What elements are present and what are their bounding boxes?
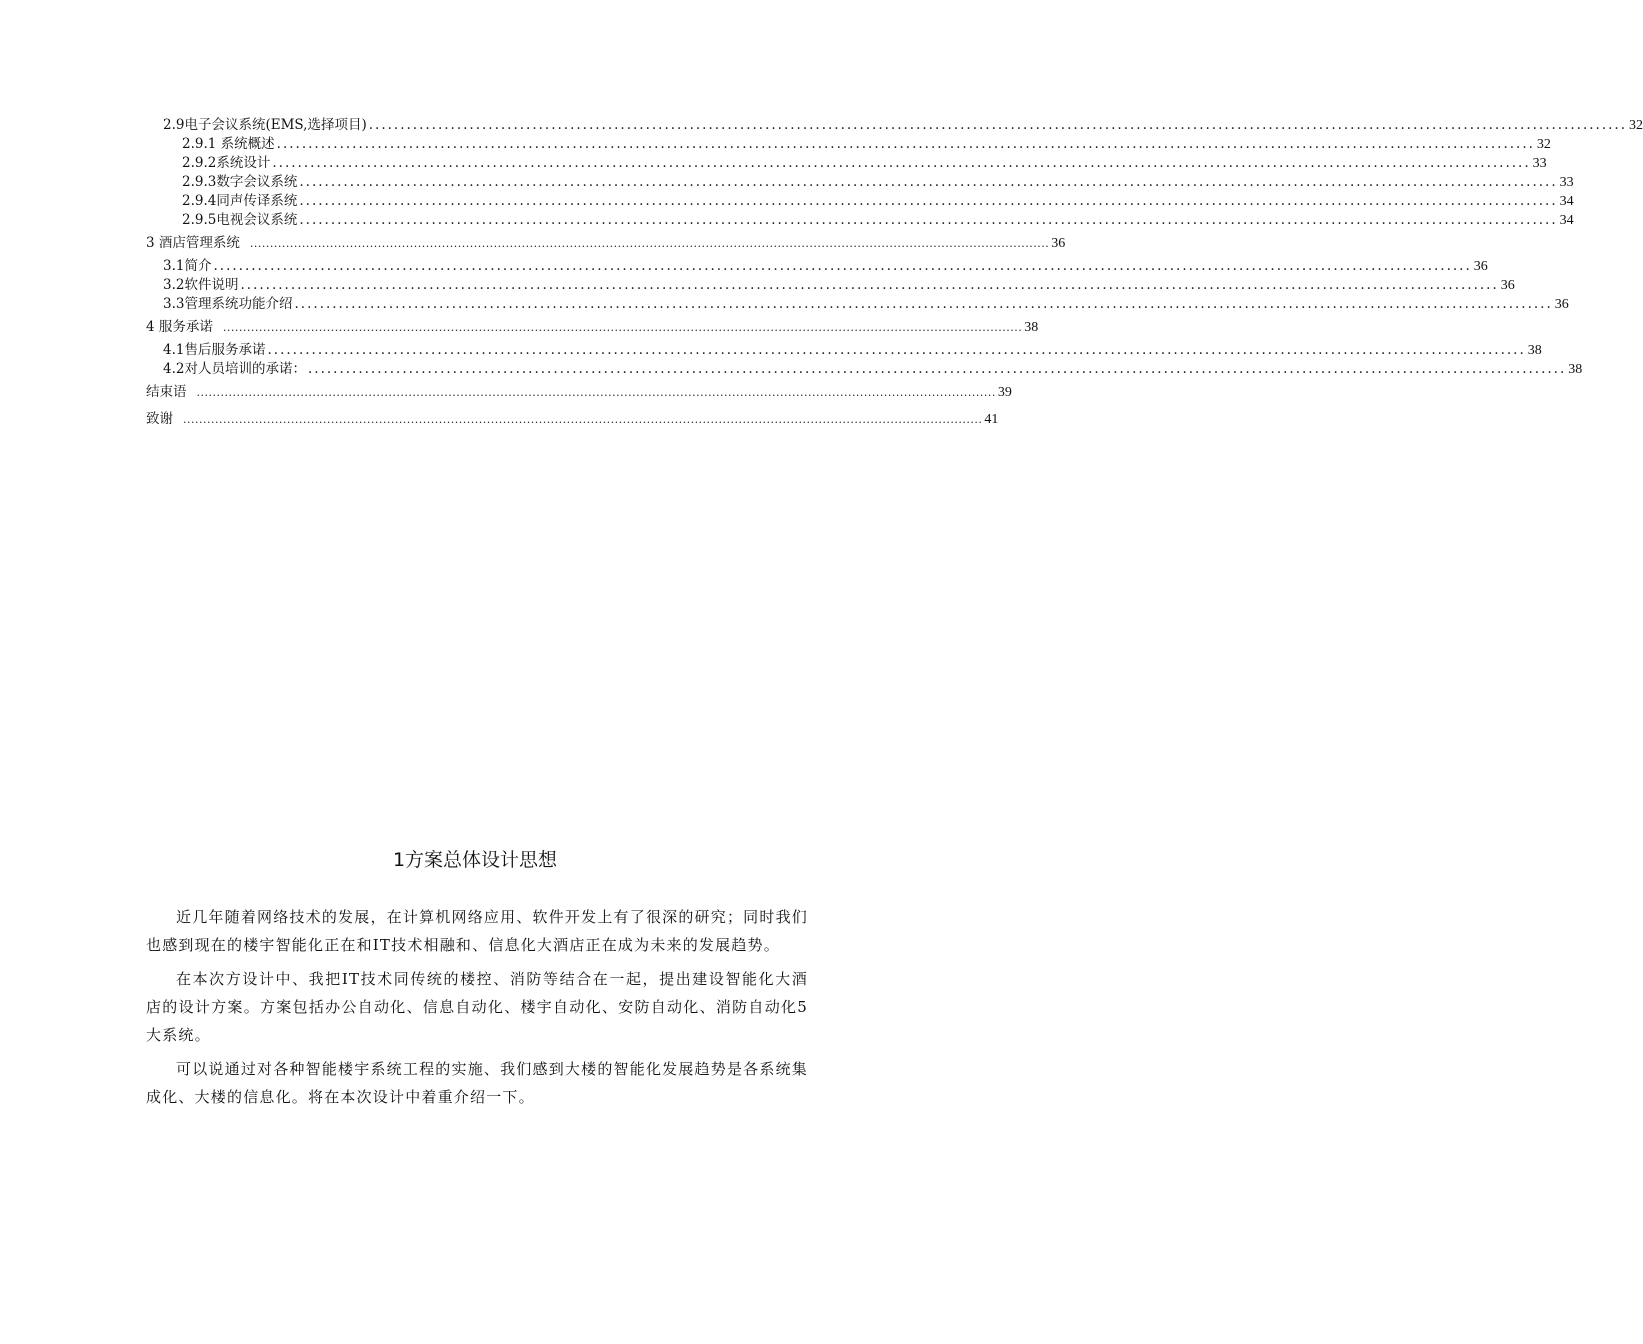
toc-entry[interactable] <box>182 173 1574 192</box>
toc-entry[interactable] <box>163 116 1643 135</box>
toc-entry-page: 38 <box>1527 343 1542 358</box>
toc-entry-label: 3 酒店管理系统 <box>146 235 240 251</box>
body-paragraph: 可以说通过对各种智能楼宇系统工程的实施、我们感到大楼的智能化发展趋势是各系统集成化、大楼的信息化。将在本次设计中着重介绍一下。 <box>146 1060 808 1106</box>
toc-entry-label: 2.9.1 系统概述 <box>182 136 275 152</box>
toc-entry[interactable] <box>182 135 1551 154</box>
toc-entry[interactable] <box>163 295 1569 314</box>
toc-entry[interactable] <box>163 276 1515 295</box>
section-title: 1方案总体设计思想 <box>392 849 558 871</box>
toc-entry[interactable] <box>182 192 1574 211</box>
toc-leader-dots: ........................................................................................................................................................................................................ <box>196 386 996 399</box>
toc-leader-dots: ........................................................................................................................................................................................................ <box>267 342 1526 358</box>
toc-entry-label: 2.9.5电视会议系统 <box>182 212 298 228</box>
body-paragraph: 在本次方设计中、我把IT技术同传统的楼控、消防等结合在一起，提出建设智能化大酒店的设计方案。方案包括办公自动化、信息自动化、楼宇自动化、安防自动化、消防自动化5大系统。 <box>146 970 808 1044</box>
toc-entry-label: 2.9电子会议系统(EMS,选择项目) <box>163 117 367 133</box>
toc-leader-dots: ........................................................................................................................................................................................................ <box>276 136 1535 152</box>
toc-entry[interactable] <box>163 341 1542 360</box>
toc-entry-page: 33 <box>1559 175 1574 190</box>
toc-entry[interactable] <box>163 257 1488 276</box>
toc-entry[interactable] <box>146 379 1012 406</box>
toc-entry[interactable] <box>146 406 999 433</box>
toc-entry-page: 33 <box>1532 156 1547 171</box>
toc-leader-dots: ........................................................................................................................................................................................................ <box>368 117 1628 133</box>
toc-entry-label: 3.2软件说明 <box>163 277 239 293</box>
toc-entry[interactable] <box>182 154 1547 173</box>
toc-entry-label: 4.2对人员培训的承诺： <box>163 361 306 377</box>
toc-entry-label: 3.1简介 <box>163 258 212 274</box>
table-of-contents <box>146 116 1643 433</box>
toc-entry-label: 2.9.2系统设计 <box>182 155 271 171</box>
toc-entry-label: 4 服务承诺 <box>146 319 213 335</box>
toc-entry-label: 3.3管理系统功能介绍 <box>163 296 293 312</box>
toc-entry-page: 39 <box>997 385 1012 400</box>
toc-entry[interactable] <box>146 230 1066 257</box>
toc-entry-page: 36 <box>1051 236 1066 251</box>
toc-entry-label: 2.9.3数字会议系统 <box>182 174 298 190</box>
toc-entry-label: 致谢 <box>146 411 173 427</box>
toc-leader-dots: ........................................................................................................................................................................................................ <box>222 321 1023 334</box>
toc-leader-dots: ........................................................................................................................................................................................................ <box>299 193 1558 209</box>
toc-entry-label: 2.9.4同声传译系统 <box>182 193 298 209</box>
toc-leader-dots: ........................................................................................................................................................................................................ <box>294 296 1553 312</box>
toc-entry[interactable] <box>146 314 1039 341</box>
toc-entry-label: 结束语 <box>146 384 187 400</box>
toc-entry-label: 4.1售后服务承诺 <box>163 342 266 358</box>
toc-leader-dots: ........................................................................................................................................................................................................ <box>307 361 1567 377</box>
toc-entry-page: 36 <box>1473 259 1488 274</box>
toc-leader-dots: ........................................................................................................................................................................................................ <box>272 155 1531 171</box>
toc-entry-page: 38 <box>1024 320 1039 335</box>
toc-leader-dots: ........................................................................................................................................................................................................ <box>183 413 983 426</box>
toc-leader-dots: ........................................................................................................................................................................................................ <box>249 237 1050 250</box>
toc-entry-page: 36 <box>1554 297 1569 312</box>
toc-entry[interactable] <box>163 360 1583 379</box>
toc-entry-page: 41 <box>984 412 999 427</box>
toc-entry-page: 36 <box>1500 278 1515 293</box>
toc-entry-page: 32 <box>1629 118 1643 133</box>
body-paragraph: 近几年随着网络技术的发展，在计算机网络应用、软件开发上有了很深的研究；同时我们也感到现在的楼宇智能化正在和IT技术相融和、信息化大酒店正在成为未来的发展趋势。 <box>146 908 808 954</box>
toc-leader-dots: ........................................................................................................................................................................................................ <box>213 258 1472 274</box>
toc-entry-page: 34 <box>1559 194 1574 209</box>
toc-entry-page: 38 <box>1568 362 1583 377</box>
toc-entry[interactable] <box>182 211 1574 230</box>
toc-leader-dots: ........................................................................................................................................................................................................ <box>299 174 1558 190</box>
toc-leader-dots: ........................................................................................................................................................................................................ <box>299 212 1558 228</box>
toc-entry-page: 34 <box>1559 213 1574 228</box>
section-body <box>146 903 808 1117</box>
toc-leader-dots: ........................................................................................................................................................................................................ <box>240 277 1499 293</box>
toc-entry-page: 32 <box>1536 137 1551 152</box>
